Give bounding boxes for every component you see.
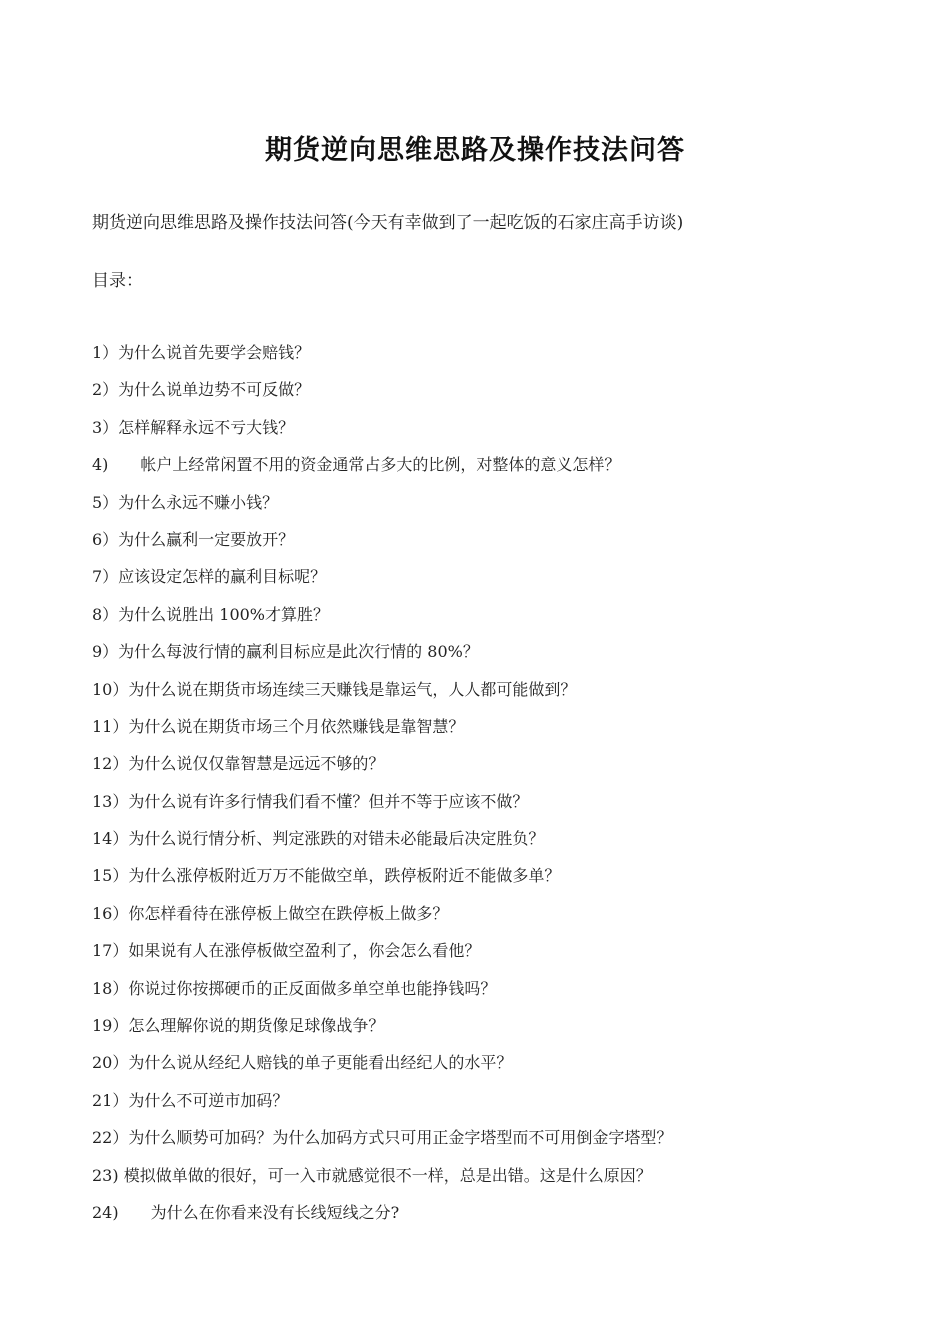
toc-item: 3）怎样解释永远不亏大钱？: [92, 417, 295, 437]
toc-item: 2）为什么说单边势不可反做？: [92, 380, 311, 400]
toc-item: 19）怎么理解你说的期货像足球像战争？: [92, 1016, 385, 1036]
toc-label: 目录：: [92, 271, 143, 291]
toc-item: 17）如果说有人在涨停板做空盈利了，你会怎么看他？: [92, 941, 481, 961]
toc-item: 10）为什么说在期货市场连续三天赚钱是靠运气，人人都可能做到？: [92, 679, 577, 699]
toc-item: 21）为什么不可逆市加码？: [92, 1090, 289, 1110]
toc-item: 20）为什么说从经纪人赔钱的单子更能看出经纪人的水平？: [92, 1053, 513, 1073]
toc-item: 7）应该设定怎样的赢利目标呢？: [92, 567, 327, 587]
toc-item: 12）为什么说仅仅靠智慧是远远不够的？: [92, 754, 385, 774]
toc-item: 1）为什么说首先要学会赔钱？: [92, 343, 311, 362]
toc-item: 24) 为什么在你看来没有长线短线之分?: [92, 1202, 400, 1222]
toc-item: 16）你怎样看待在涨停板上做空在跌停板上做多？: [92, 903, 449, 923]
toc-item: 14）为什么说行情分析、判定涨跌的对错未必能最后决定胜负？: [92, 829, 545, 849]
toc-item: 9）为什么每波行情的赢利目标应是此次行情的 80%？: [92, 642, 479, 662]
toc-item: 8）为什么说胜出 100%才算胜？: [92, 604, 330, 624]
toc-item: 18）你说过你按掷硬币的正反面做多单空单也能挣钱吗？: [92, 978, 497, 998]
document-subtitle: 期货逆向思维思路及操作技法问答(今天有幸做到了一起吃饭的石家庄高手访谈): [92, 213, 684, 233]
toc-item: 15）为什么涨停板附近万万不能做空单，跌停板附近不能做多单？: [92, 866, 561, 886]
toc-item: 6）为什么赢利一定要放开？: [92, 529, 295, 549]
toc-item: 23) 模拟做单做的很好，可一入市就感觉很不一样，总是出错。这是什么原因？: [92, 1165, 652, 1185]
toc-item: 4) 帐户上经常闲置不用的资金通常占多大的比例，对整体的意义怎样？: [92, 455, 621, 475]
toc-item: 11）为什么说在期货市场三个月依然赚钱是靠智慧？: [92, 716, 465, 736]
toc-item: 5）为什么永远不赚小钱？: [92, 492, 279, 512]
toc-item: 13）为什么说有许多行情我们看不懂？但并不等于应该不做？: [92, 791, 529, 811]
toc-list: [92, 342, 672, 1239]
toc-item: 22）为什么顺势可加码？为什么加码方式只可用正金字塔型而不可用倒金字塔型？: [92, 1128, 673, 1148]
document-title: 期货逆向思维思路及操作技法问答: [265, 135, 685, 166]
